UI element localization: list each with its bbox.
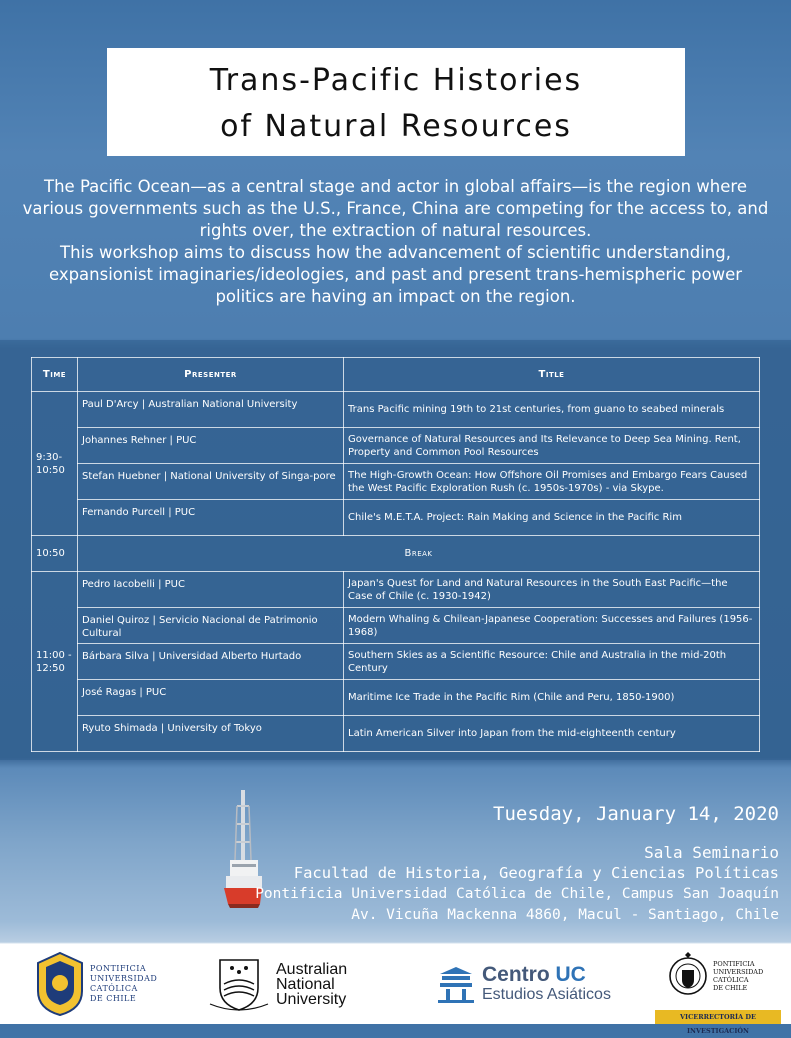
centro-logo-text [482, 964, 611, 1004]
table-row [32, 392, 760, 428]
table-row [32, 608, 760, 644]
time-cell: 11:00 - 12:50 [32, 572, 78, 752]
event-date: Tuesday, January 14, 2020 [493, 803, 779, 825]
centro-uc-word: UC [555, 963, 586, 986]
time-cell: 9:30- 10:50 [32, 392, 78, 536]
vice-text-line: CATÓLICA [713, 976, 749, 984]
anu-text-line: National [276, 975, 335, 993]
puc-logo [36, 944, 157, 1024]
puc-logo-text [90, 964, 157, 1004]
puc-text-line: PONTIFICIA [90, 964, 147, 973]
header-presenter: Presenter [78, 358, 344, 392]
centro-subtitle: Estudios Asiáticos [482, 986, 611, 1003]
presenter-cell: Pedro Iacobelli | PUC [78, 572, 344, 608]
presenter-cell: José Ragas | PUC [78, 680, 344, 716]
presenter-cell: Stefan Huebner | National University of Singa-pore [78, 464, 344, 500]
vice-text-line: UNIVERSIDAD [713, 968, 764, 976]
title-cell: Japan's Quest for Land and Natural Resources in the South East Pacific—the Case of Chile (c. 1930-1942) [344, 572, 760, 608]
puc-text-line: CATÓLICA [90, 984, 138, 993]
event-address: Av. Vicuña Mackenna 4860, Macul - Santiago, Chile [351, 907, 779, 923]
anu-text-line: University [276, 990, 347, 1008]
pagoda-icon [436, 964, 476, 1004]
intro-line: politics are having an impact on the region. [215, 287, 576, 306]
schedule-table [31, 357, 760, 752]
title-cell: The High-Growth Ocean: How Offshore Oil Promises and Embargo Fears Caused the West Pacific Exploration Rush (c. 1950s-1970s) - via Skype. [344, 464, 760, 500]
break-label: Break [78, 536, 760, 572]
table-row [32, 680, 760, 716]
presenter-cell: Ryuto Shimada | University of Tokyo [78, 716, 344, 752]
vice-crest-icon [668, 950, 708, 1002]
intro-line: rights over, the extraction of natural resources. [199, 221, 592, 240]
intro-text [20, 176, 771, 308]
break-row [32, 536, 760, 572]
intro-line: This workshop aims to discuss how the advancement of scientific understanding, [60, 243, 731, 262]
header-time: Time [32, 358, 78, 392]
table-row [32, 644, 760, 680]
vice-text-line: DE CHILE [713, 984, 748, 992]
centro-uc-logo [436, 944, 611, 1024]
anu-logo [208, 944, 347, 1024]
presenter-cell: Johannes Rehner | PUC [78, 428, 344, 464]
title-cell: Chile's M.E.T.A. Project: Rain Making and Science in the Pacific Rim [344, 500, 760, 536]
title-cell: Modern Whaling & Chilean-Japanese Cooperation: Successes and Failures (1956-1968) [344, 608, 760, 644]
event-room: Sala Seminario [644, 843, 779, 862]
title-cell: Trans Pacific mining 19th to 21st centuries, from guano to seabed minerals [344, 392, 760, 428]
table-row [32, 572, 760, 608]
title-cell: Maritime Ice Trade in the Pacific Rim (Chile and Peru, 1850-1900) [344, 680, 760, 716]
break-time: 10:50 [32, 536, 78, 572]
title-cell: Southern Skies as a Scientific Resource: Chile and Australia in the mid-20th Century [344, 644, 760, 680]
title-box [107, 48, 685, 156]
anu-crest-icon [208, 954, 270, 1014]
anu-logo-text [276, 962, 347, 1007]
title-line-1: Trans-Pacific Histories [209, 63, 583, 98]
intro-line: various governments such as the U.S., France, China are competing for the access to, and [22, 199, 769, 218]
schedule-header-row [32, 358, 760, 392]
vice-text-line: PONTIFICIA [713, 960, 755, 968]
presenter-cell: Fernando Purcell | PUC [78, 500, 344, 536]
title-line-2: of Natural Resources [220, 109, 572, 144]
presenter-cell: Paul D'Arcy | Australian National University [78, 392, 344, 428]
puc-text-line: UNIVERSIDAD [90, 974, 158, 983]
table-row [32, 428, 760, 464]
title-cell: Governance of Natural Resources and Its Relevance to Deep Sea Mining. Rent, Property and Common Pool Resources [344, 428, 760, 464]
table-row [32, 464, 760, 500]
title-cell: Latin American Silver into Japan from the mid-eighteenth century [344, 716, 760, 752]
table-row [32, 500, 760, 536]
vice-band: VICERRECTORÍA DE INVESTIGACIÓN [655, 1010, 781, 1024]
vicerrectoria-logo [668, 944, 763, 1008]
vice-logo-text [713, 960, 763, 992]
intro-line: The Pacific Ocean—as a central stage and actor in global affairs—is the region where [44, 177, 747, 196]
intro-line: expansionist imaginaries/ideologies, and past and present trans-hemispheric power [48, 265, 743, 284]
event-university: Pontificia Universidad Católica de Chile, Campus San Joaquín [255, 886, 779, 902]
event-faculty: Facultad de Historia, Geografía y Ciencias Políticas [293, 864, 779, 882]
header-title: Title [344, 358, 760, 392]
anu-text-line: Australian [276, 960, 348, 978]
presenter-cell: Bárbara Silva | Universidad Alberto Hurtado [78, 644, 344, 680]
event-info [255, 800, 779, 926]
table-row [32, 716, 760, 752]
puc-crest-icon [36, 951, 84, 1017]
centro-title [482, 964, 611, 986]
centro-word: Centro [482, 963, 550, 986]
presenter-cell: Daniel Quiroz | Servicio Nacional de Patrimonio Cultural [78, 608, 344, 644]
puc-text-line: DE CHILE [90, 994, 137, 1003]
